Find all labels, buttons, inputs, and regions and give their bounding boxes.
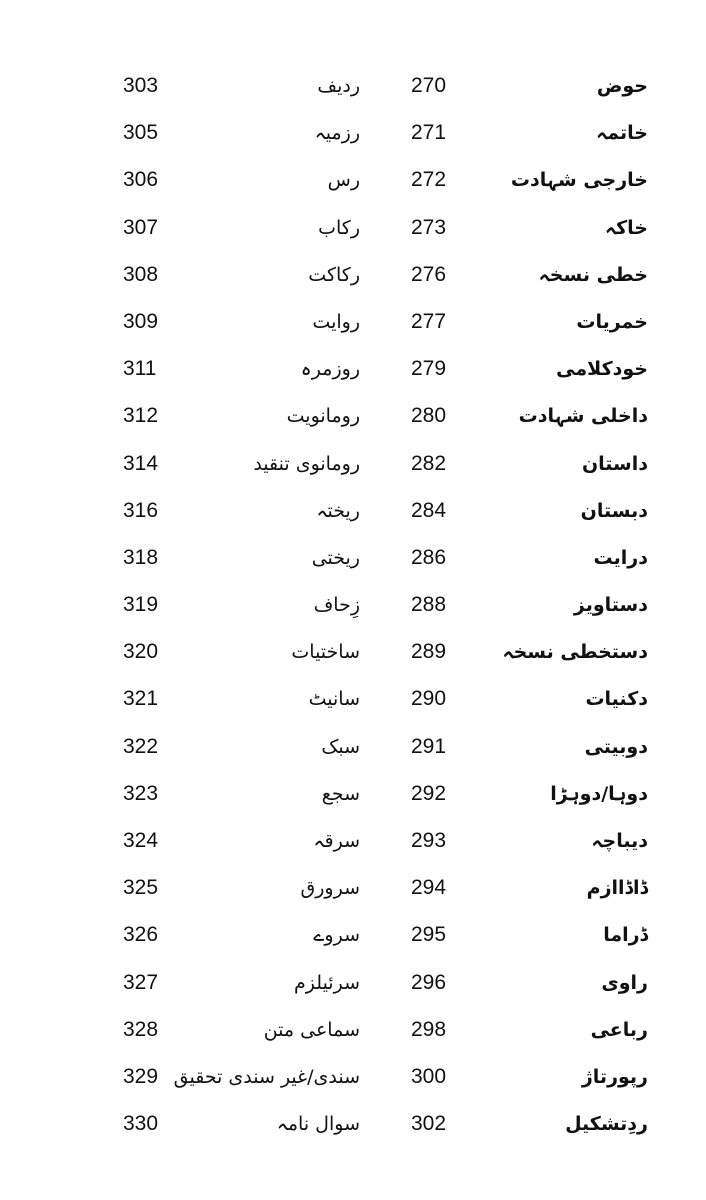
right-page-number: 292	[411, 781, 447, 805]
right-page-number: 279	[411, 357, 447, 381]
left-term: سوال نامہ	[276, 1113, 360, 1136]
right-term: ڈاڈاازم	[586, 877, 648, 900]
index-row	[0, 813, 706, 860]
index-row	[0, 152, 706, 199]
index-row	[0, 341, 706, 388]
left-term: رس	[327, 169, 360, 192]
left-term: ریختہ	[316, 499, 360, 522]
left-term: سجع	[321, 782, 360, 805]
left-page-number: 312	[123, 404, 159, 428]
right-term: خطی نسخہ	[538, 263, 648, 286]
left-term: ردیف	[317, 75, 360, 97]
index-row	[0, 1002, 706, 1049]
right-page-number: 294	[411, 876, 447, 900]
left-term: سرورق	[300, 877, 360, 900]
right-page-number: 300	[411, 1064, 447, 1088]
left-page-number: 303	[123, 74, 159, 97]
left-term: رومانویت	[286, 405, 360, 428]
right-term: دوبیتی	[584, 735, 648, 758]
left-page-number: 319	[123, 593, 159, 617]
right-term: خودکلامی	[556, 358, 648, 381]
right-term: داخلی شہادت	[518, 405, 648, 428]
index-row	[0, 530, 706, 577]
index-row	[0, 483, 706, 530]
left-term: زِحاف	[313, 594, 360, 617]
index-row	[0, 200, 706, 247]
right-term: دکنیات	[585, 688, 648, 711]
left-term: ریختی	[311, 546, 360, 569]
index-row	[0, 247, 706, 294]
index-row	[0, 766, 706, 813]
right-term: رباعی	[590, 1018, 648, 1041]
left-page-number: 311	[123, 357, 157, 381]
index-row	[0, 58, 706, 105]
right-page-number: 280	[411, 404, 447, 428]
right-term: حوض	[596, 75, 648, 97]
left-term: سبک	[321, 735, 360, 758]
right-page-number: 288	[411, 593, 447, 617]
left-term: سماعی متن	[263, 1018, 360, 1041]
left-page-number: 308	[123, 262, 159, 286]
left-term: رکاکت	[308, 263, 360, 286]
left-page-number: 314	[123, 451, 159, 475]
right-term: داستان	[581, 452, 648, 475]
left-page-number: 321	[123, 687, 159, 711]
right-page-number: 273	[411, 215, 447, 239]
index-row	[0, 860, 706, 907]
index-row	[0, 294, 706, 341]
index-row	[0, 1049, 706, 1096]
right-term: دبستان	[580, 499, 648, 522]
index-row	[0, 907, 706, 954]
left-page-number: 318	[123, 545, 159, 569]
index-row	[0, 388, 706, 435]
right-term: ردِتشکیل	[565, 1113, 648, 1136]
right-page-number: 282	[411, 451, 447, 475]
right-page-number: 290	[411, 687, 447, 711]
right-term: خارجی شہادت	[510, 169, 648, 192]
right-page-number: 277	[411, 309, 447, 333]
right-page-number: 276	[411, 262, 447, 286]
left-page-number: 322	[123, 734, 159, 758]
right-page-number: 289	[411, 640, 447, 664]
right-term: دوہا/دوہڑا	[550, 782, 648, 805]
right-page-number: 272	[411, 168, 447, 192]
left-page-number: 320	[123, 640, 159, 664]
right-term: درایت	[593, 546, 648, 569]
left-term: روزمرہ	[300, 358, 360, 381]
left-page-number: 306	[123, 168, 159, 192]
left-page-number: 305	[123, 121, 159, 145]
right-term: خمریات	[576, 310, 648, 333]
right-page-number: 284	[411, 498, 447, 522]
right-page-number: 296	[411, 970, 447, 994]
left-page-number: 326	[123, 923, 159, 947]
index-row	[0, 436, 706, 483]
left-term: سرقہ	[313, 830, 360, 852]
left-page-number: 330	[123, 1112, 159, 1136]
right-term: راوی	[601, 971, 648, 994]
right-term: خاکہ	[604, 216, 648, 239]
left-term: سندی/غیر سندی تحقیق	[173, 1065, 360, 1088]
left-page-number: 328	[123, 1017, 159, 1041]
left-term: رکاب	[318, 216, 360, 239]
right-page-number: 271	[411, 121, 447, 145]
index-row	[0, 955, 706, 1002]
left-page-number: 324	[123, 829, 159, 852]
left-term: رزمیہ	[314, 122, 360, 145]
right-page-number: 293	[411, 829, 447, 852]
left-term: سرئیلزم	[294, 971, 360, 994]
right-term: دیباچہ	[591, 830, 648, 852]
right-page-number: 291	[411, 734, 447, 758]
index-row	[0, 105, 706, 152]
right-term: دستاویز	[573, 594, 648, 617]
left-page-number: 307	[123, 215, 159, 239]
right-page-number: 270	[411, 74, 447, 97]
left-term: سروے	[313, 924, 360, 947]
index-row	[0, 577, 706, 624]
right-term: رپورتاژ	[581, 1065, 648, 1088]
left-term: سانیٹ	[308, 688, 360, 711]
right-page-number: 286	[411, 545, 447, 569]
right-page-number: 298	[411, 1017, 447, 1041]
index-row	[0, 624, 706, 671]
left-page-number: 325	[123, 876, 159, 900]
right-page-number: 295	[411, 923, 447, 947]
left-term: ساختیات	[291, 641, 360, 664]
index-row	[0, 719, 706, 766]
right-page-number: 302	[411, 1112, 447, 1136]
left-page-number: 323	[123, 781, 159, 805]
index-table	[0, 58, 706, 1143]
left-page-number: 316	[123, 498, 159, 522]
right-term: ڈراما	[603, 924, 648, 947]
left-page-number: 329	[123, 1064, 159, 1088]
index-row	[0, 671, 706, 718]
left-term: رومانوی تنقید	[253, 452, 360, 475]
left-page-number: 327	[123, 970, 159, 994]
left-term: روایت	[312, 310, 360, 333]
right-term: خاتمہ	[596, 122, 648, 145]
right-term: دستخطی نسخہ	[502, 641, 648, 664]
left-page-number: 309	[123, 309, 159, 333]
index-row	[0, 1096, 706, 1143]
